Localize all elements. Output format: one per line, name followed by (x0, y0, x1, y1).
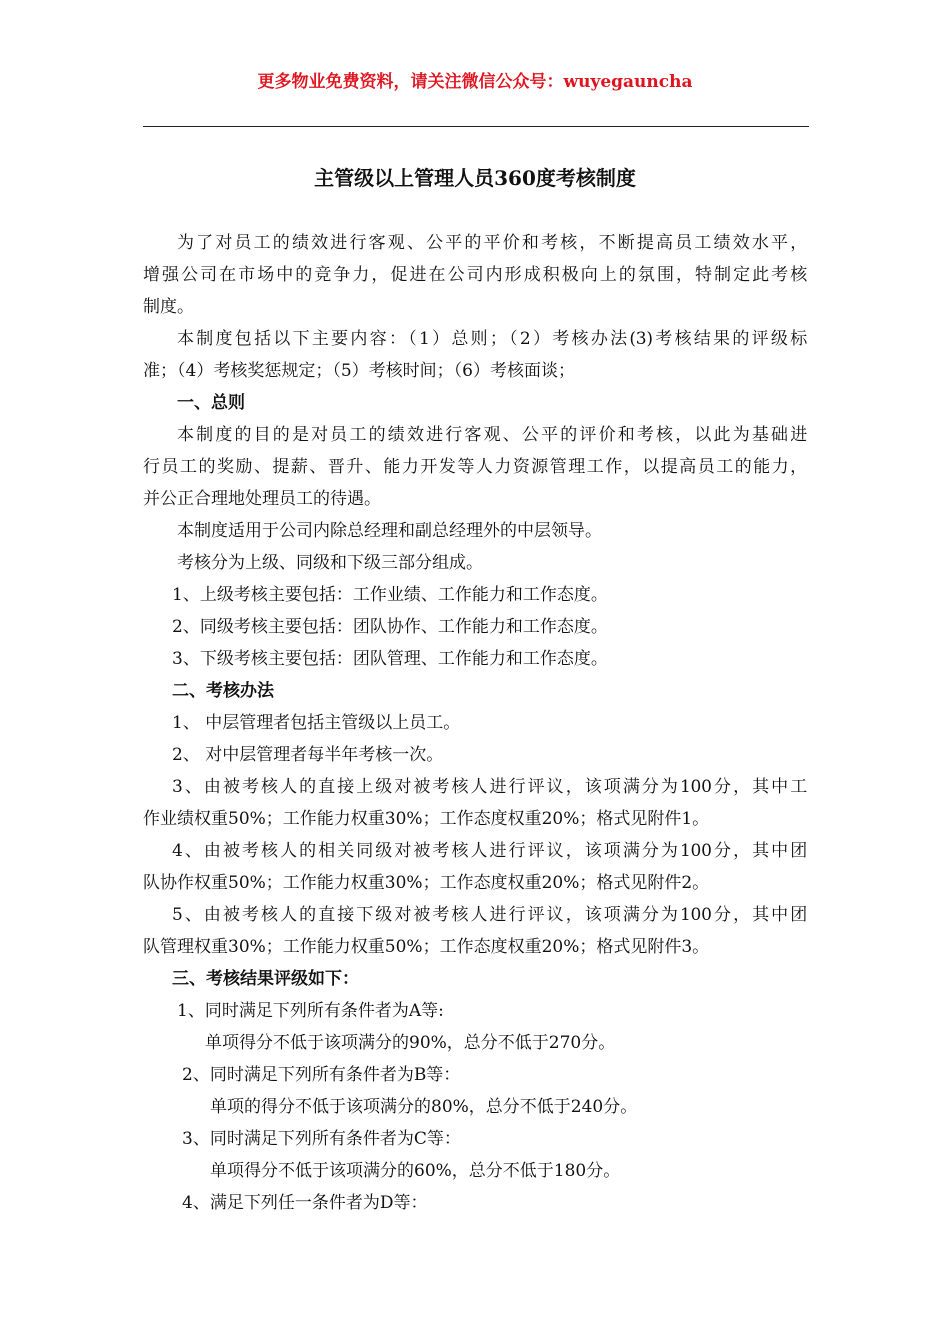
section-3-heading: 三、考核结果评级如下： (172, 969, 359, 989)
section-2-item-4-line-2: 队协作权重50%；工作能力权重30%；工作态度权重20%；格式见附件2。 (143, 873, 710, 893)
contents-line-1: 本制度包括以下主要内容：（1）总则；（2）考核办法(3)考核结果的评级标 (177, 329, 807, 349)
section-1-paragraph-line-2: 行员工的奖励、提薪、晋升、能力开发等人力资源管理工作，以提高员工的能力， (143, 457, 807, 477)
section-1-composition: 考核分为上级、同级和下级三部分组成。 (177, 553, 483, 573)
section-1-item-3: 3、下级考核主要包括：团队管理、工作能力和工作态度。 (172, 649, 608, 669)
section-1-item-1: 1、上级考核主要包括：工作业绩、工作能力和工作态度。 (172, 585, 608, 605)
document-title: 主管级以上管理人员360度考核制度 (314, 166, 636, 190)
grade-b-detail: 单项的得分不低于该项满分的80%，总分不低于240分。 (210, 1097, 638, 1117)
grade-c-condition: 3、同时满足下列所有条件者为C等： (182, 1129, 461, 1149)
grade-c-detail: 单项得分不低于该项满分的60%，总分不低于180分。 (210, 1161, 621, 1181)
section-2-item-3-line-1: 3、由被考核人的直接上级对被考核人进行评议，该项满分为100分，其中工 (172, 777, 807, 797)
header-divider (143, 126, 809, 127)
grade-a-condition: 1、同时满足下列所有条件者为A等: (177, 1001, 444, 1021)
section-2-heading: 二、考核办法 (172, 681, 274, 701)
section-2-item-2: 2、 对中层管理者每半年考核一次。 (172, 745, 444, 765)
header-note: 更多物业免费资料，请关注微信公众号：wuyegauncha (257, 72, 693, 92)
grade-a-detail: 单项得分不低于该项满分的90%，总分不低于270分。 (205, 1033, 616, 1053)
grade-b-condition: 2、同时满足下列所有条件者为B等： (182, 1065, 461, 1085)
section-1-paragraph-line-1: 本制度的目的是对员工的绩效进行客观、公平的评价和考核，以此为基础进 (177, 425, 807, 445)
section-2-item-5-line-2: 队管理权重30%；工作能力权重50%；工作态度权重20%；格式见附件3。 (143, 937, 710, 957)
contents-line-2: 准；（4）考核奖惩规定；（5）考核时间；（6）考核面谈； (143, 361, 575, 381)
intro-line-3: 制度。 (143, 297, 194, 317)
intro-line-2: 增强公司在市场中的竞争力，促进在公司内形成积极向上的氛围，特制定此考核 (143, 265, 807, 285)
section-1-heading: 一、总则 (177, 393, 245, 413)
section-2-item-1: 1、 中层管理者包括主管级以上员工。 (172, 713, 461, 733)
section-1-paragraph-line-3: 并公正合理地处理员工的待遇。 (143, 489, 381, 509)
grade-d-condition: 4、满足下列任一条件者为D等： (182, 1193, 428, 1213)
intro-line-1: 为了对员工的绩效进行客观、公平的平价和考核，不断提高员工绩效水平， (177, 233, 807, 253)
section-1-scope: 本制度适用于公司内除总经理和副总经理外的中层领导。 (177, 521, 602, 541)
section-1-item-2: 2、同级考核主要包括：团队协作、工作能力和工作态度。 (172, 617, 608, 637)
section-2-item-4-line-1: 4、由被考核人的相关同级对被考核人进行评议，该项满分为100分，其中团 (172, 841, 807, 861)
section-2-item-3-line-2: 作业绩权重50%；工作能力权重30%；工作态度权重20%；格式见附件1。 (143, 809, 710, 829)
section-2-item-5-line-1: 5、由被考核人的直接下级对被考核人进行评议，该项满分为100分，其中团 (172, 905, 807, 925)
